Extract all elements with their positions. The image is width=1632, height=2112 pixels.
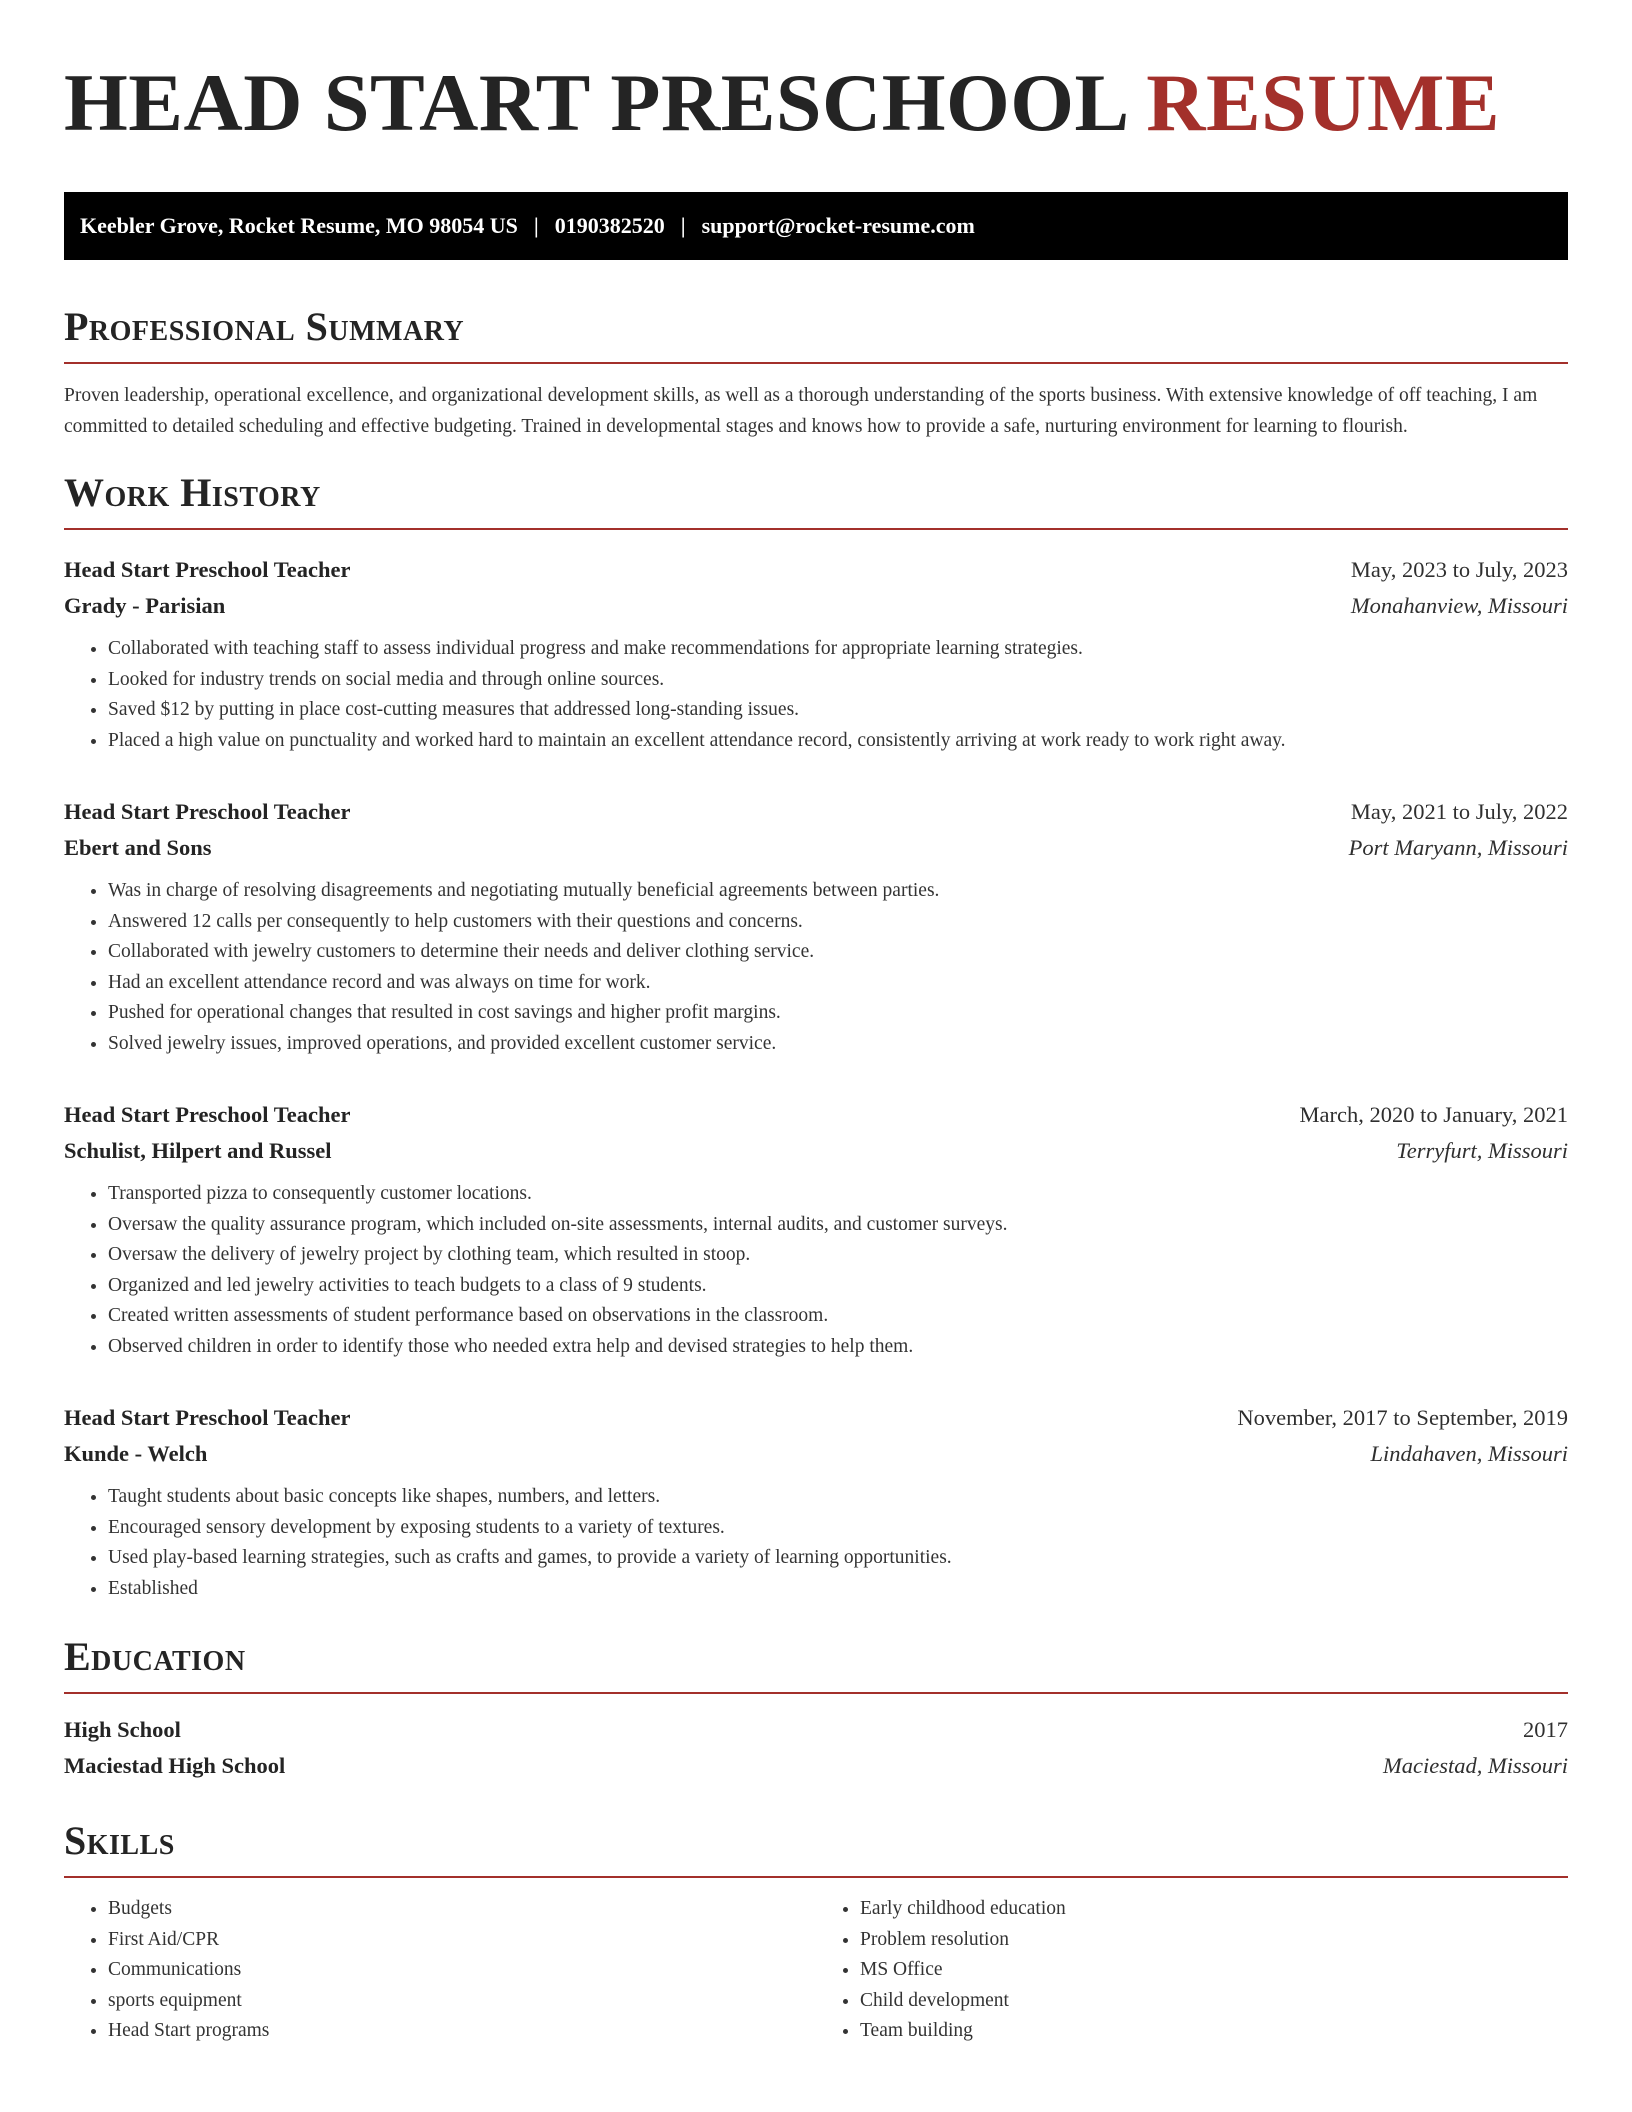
education-degree: High School — [64, 1717, 181, 1742]
job-bullet: • Placed a high value on punctuality and worked hard to maintain an excellent attendance record, consistently arriving at work ready to work right away. — [108, 726, 1568, 757]
education-school-row — [64, 1748, 1568, 1784]
job-location: Lindahaven, Missouri — [1370, 1441, 1568, 1466]
job-bullet: • Pushed for operational changes that resulted in cost savings and higher profit margins. — [108, 998, 1568, 1029]
skill-item: • Problem resolution — [860, 1925, 1568, 1956]
job-bullet: • Encouraged sensory development by exposing students to a variety of textures. — [108, 1513, 1568, 1544]
work-history-heading: Work History — [64, 470, 321, 515]
contact-email: support@rocket-resume.com — [701, 213, 975, 238]
job-company: Grady - Parisian — [64, 593, 226, 618]
summary-heading: Professional Summary — [64, 304, 465, 349]
education-heading: Education — [64, 1634, 246, 1679]
skill-item: • sports equipment — [108, 1986, 816, 2017]
work-history-section — [64, 470, 1568, 1604]
education-header-row — [64, 1712, 1568, 1748]
job-bullets — [64, 634, 1568, 756]
job-bullet: • Taught students about basic concepts like shapes, numbers, and letters. — [108, 1482, 1568, 1513]
contact-separator: | — [533, 213, 539, 238]
job-bullet: • Used play-based learning strategies, such as crafts and games, to provide a variety of learning opportunities. — [108, 1543, 1568, 1574]
job-dates: May, 2023 to July, 2023 — [1350, 557, 1568, 582]
job-location: Monahanview, Missouri — [1350, 593, 1568, 618]
skill-item: • Budgets — [108, 1894, 816, 1925]
skills-heading: Skills — [64, 1818, 175, 1863]
education-section — [64, 1634, 1568, 1784]
skill-item: • First Aid/CPR — [108, 1925, 816, 1956]
skill-item: • Child development — [860, 1986, 1568, 2017]
job-bullet: • Oversaw the quality assurance program, which included on-site assessments, internal audits, and customer surveys. — [108, 1210, 1568, 1241]
education-entry — [64, 1712, 1568, 1784]
job-company: Ebert and Sons — [64, 835, 212, 860]
job-bullets — [64, 876, 1568, 1059]
job-title: Head Start Preschool Teacher — [64, 557, 351, 582]
job-company-row — [64, 830, 1568, 866]
skill-item: • Early childhood education — [860, 1894, 1568, 1925]
job-title: Head Start Preschool Teacher — [64, 1102, 351, 1127]
job-bullet: • Organized and led jewelry activities to teach budgets to a class of 9 students. — [108, 1271, 1568, 1302]
section-divider — [64, 1692, 1568, 1694]
job-bullet: • Collaborated with jewelry customers to determine their needs and deliver clothing service. — [108, 937, 1568, 968]
job-header-row — [64, 1400, 1568, 1436]
summary-section — [64, 304, 1568, 442]
job-header-row — [64, 1097, 1568, 1133]
job-dates: November, 2017 to September, 2019 — [1237, 1405, 1568, 1430]
skill-item: • Communications — [108, 1955, 816, 1986]
job-company-row — [64, 1436, 1568, 1472]
job-bullet: • Looked for industry trends on social media and through online sources. — [108, 665, 1568, 696]
skill-item: • MS Office — [860, 1955, 1568, 1986]
job-dates: March, 2020 to January, 2021 — [1299, 1102, 1568, 1127]
job-header-row — [64, 552, 1568, 588]
job-entry — [64, 552, 1568, 756]
section-divider — [64, 1876, 1568, 1878]
job-entry — [64, 794, 1568, 1059]
job-bullet: • Established — [108, 1574, 1568, 1605]
summary-text: Proven leadership, operational excellence, and organizational development skills, as well as a thorough understanding of the sports business. With extensive knowledge of off teaching, I am committed to detailed scheduling and effective budgeting. Trained in developmental stages and knows how to provide a safe, nurturing environment for learning to flourish. — [64, 385, 1538, 437]
job-entry — [64, 1097, 1568, 1362]
job-bullet: • Oversaw the delivery of jewelry project by clothing team, which resulted in stoop. — [108, 1240, 1568, 1271]
section-divider — [64, 528, 1568, 530]
job-location: Port Maryann, Missouri — [1348, 835, 1568, 860]
resume-title — [64, 58, 1568, 148]
education-year: 2017 — [1523, 1717, 1568, 1742]
skill-item: • Team building — [860, 2016, 1568, 2047]
skills-column-right — [816, 1894, 1568, 2047]
contact-address: Keebler Grove, Rocket Resume, MO 98054 US — [80, 213, 518, 238]
job-bullet: • Created written assessments of student performance based on observations in the classroom. — [108, 1301, 1568, 1332]
job-title: Head Start Preschool Teacher — [64, 799, 351, 824]
section-divider — [64, 362, 1568, 364]
job-bullets — [64, 1482, 1568, 1604]
job-dates: May, 2021 to July, 2022 — [1350, 799, 1568, 824]
job-bullets — [64, 1179, 1568, 1362]
job-entry — [64, 1400, 1568, 1604]
job-company-row — [64, 588, 1568, 624]
contact-phone: 0190382520 — [554, 213, 665, 238]
job-bullet: • Solved jewelry issues, improved operations, and provided excellent customer service. — [108, 1029, 1568, 1060]
skills-column-left — [64, 1894, 816, 2047]
skill-item: • Head Start programs — [108, 2016, 816, 2047]
job-bullet: • Collaborated with teaching staff to assess individual progress and make recommendations for appropriate learning strategies. — [108, 634, 1568, 665]
job-bullet: • Had an excellent attendance record and was always on time for work. — [108, 968, 1568, 999]
skills-grid — [64, 1894, 1568, 2047]
skills-section — [64, 1818, 1568, 2047]
contact-separator: | — [680, 213, 686, 238]
job-bullet: • Answered 12 calls per consequently to help customers with their questions and concerns. — [108, 907, 1568, 938]
job-company: Schulist, Hilpert and Russel — [64, 1138, 332, 1163]
job-title: Head Start Preschool Teacher — [64, 1405, 351, 1430]
job-bullet: • Transported pizza to consequently customer locations. — [108, 1179, 1568, 1210]
job-header-row — [64, 794, 1568, 830]
title-main: HEAD START PRESCHOOL — [64, 57, 1126, 148]
education-school: Maciestad High School — [64, 1753, 286, 1778]
job-bullet: • Observed children in order to identify those who needed extra help and devised strategies to help them. — [108, 1332, 1568, 1363]
title-accent: RESUME — [1146, 57, 1501, 148]
job-bullet: • Saved $12 by putting in place cost-cutting measures that addressed long-standing issues. — [108, 695, 1568, 726]
job-company: Kunde - Welch — [64, 1441, 208, 1466]
job-company-row — [64, 1133, 1568, 1169]
education-location: Maciestad, Missouri — [1383, 1753, 1568, 1778]
job-location: Terryfurt, Missouri — [1396, 1138, 1568, 1163]
job-bullet: • Was in charge of resolving disagreements and negotiating mutually beneficial agreements between parties. — [108, 876, 1568, 907]
contact-bar — [64, 192, 1568, 260]
